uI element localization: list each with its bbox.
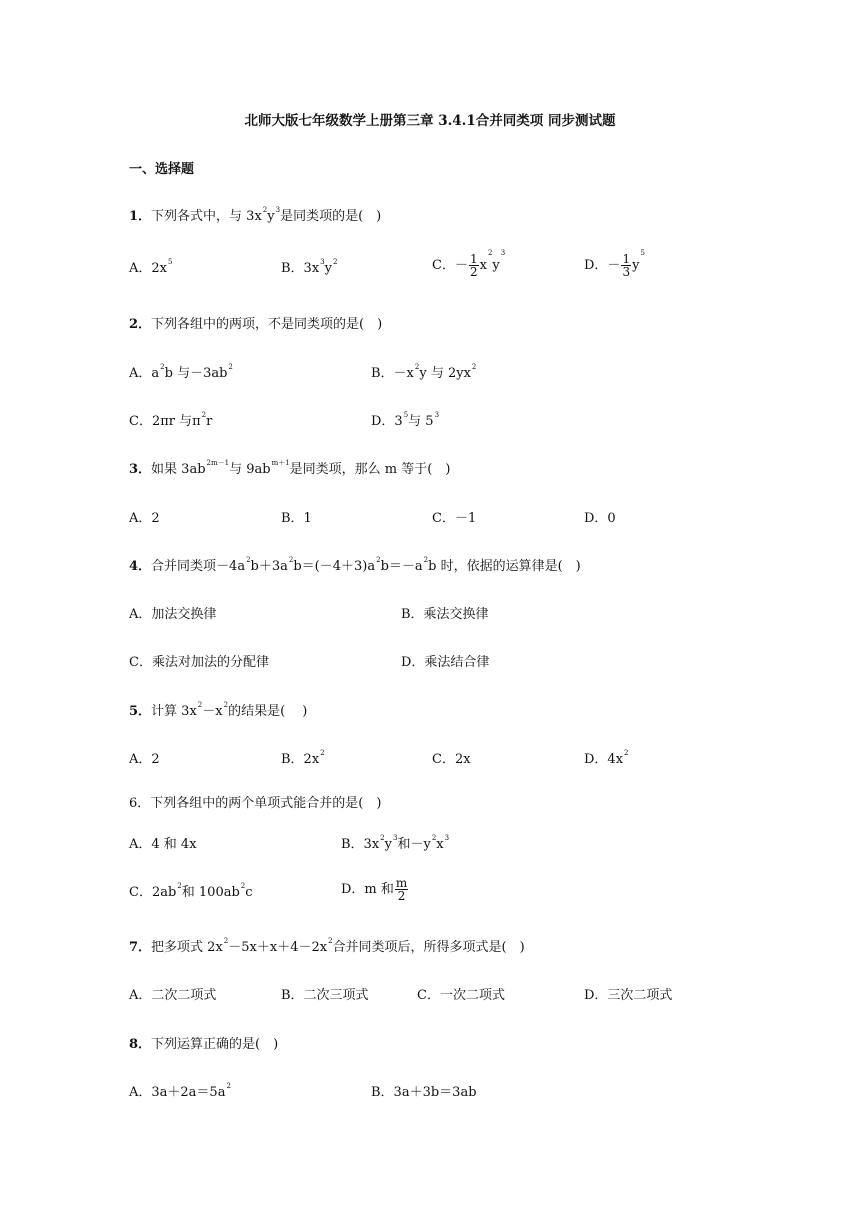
q4-option-a: A．加法交换律 [129, 607, 217, 622]
question-number: 4． [129, 559, 152, 574]
question-stem: 下列各组中的两项，不是同类项的是( ) [151, 317, 383, 332]
section-heading: 一、选择题 [129, 162, 195, 177]
question-6 [129, 797, 381, 810]
question-7 [129, 937, 525, 955]
question-4 [129, 556, 581, 574]
question-stem: 如果 $3ab^{2m-1}$与 $9ab^{m+1}$是同类项，那么 m 等于( ) [151, 459, 451, 477]
page-title: 北师大版七年级数学上册第三章 3.4.1合并同类项 同步测试题 [244, 113, 616, 129]
q4-option-c: C．乘法对加法的分配律 [129, 655, 269, 670]
question-stem: 下列运算正确的是( ) [151, 1037, 279, 1052]
question-8 [129, 1038, 278, 1051]
question-number: 8． [129, 1037, 152, 1052]
q1-option-c: C．－ $\frac{1}{2}$ $x^2y^3$ [432, 249, 506, 279]
question-stem: 下列各式中，与 $3x^2y^3$是同类项的是( ) [151, 206, 382, 224]
q5-option-b: B．$2x^2$ [281, 749, 325, 767]
q4-option-b: B．乘法交换律 [401, 607, 489, 622]
q7-option-d: D．三次二项式 [584, 988, 673, 1003]
q7-option-a: A．二次二项式 [129, 988, 217, 1003]
q5-option-d: D．$4x^2$ [584, 749, 629, 767]
question-stem: 把多项式 $2x^2-5x+x+4-2x^2$合并同类项后，所得多项式是( ) [151, 937, 525, 955]
question-2 [129, 318, 382, 331]
question-number: 2． [129, 317, 152, 332]
q8-option-a: A．$3a+2a=5a^2$ [129, 1082, 231, 1100]
q6-option-d: D．m 和 $\frac{m}{2}$ [341, 876, 408, 903]
q2-option-d: D．$3^5$与 $5^3$ [371, 411, 440, 429]
q2-option-c: C．2πr 与$\pi^2r$ [129, 411, 213, 429]
question-3 [129, 459, 451, 477]
question-number: 6． [129, 796, 151, 811]
q8-option-b: B．3a＋3b＝3ab [371, 1085, 477, 1100]
question-5 [129, 701, 308, 719]
q4-option-d: D．乘法结合律 [401, 655, 490, 670]
question-number: 5． [129, 704, 152, 719]
question-number: 3． [129, 462, 152, 477]
question-stem: 合并同类项$-4a^2b+3a^2b=(-4+3)a^2b=-a^2b$ 时，依据的运算律是( ) [151, 556, 581, 574]
q7-option-b: B．二次三项式 [281, 988, 369, 1003]
fraction: $\frac{m}{2}$ [395, 876, 408, 903]
q2-option-a: A．$a^2b$ 与$-3ab^2$ [129, 363, 233, 381]
question-number: 7． [129, 940, 152, 955]
q6-option-a: A．4 和 4x [129, 837, 197, 852]
q3-option-b: B．1 [281, 511, 312, 526]
q2-option-b: B．$-x^2y$ 与 $2yx^2$ [371, 363, 477, 381]
q1-option-b: B．$3x^3y^2$ [281, 258, 338, 276]
question-number: 1． [129, 209, 152, 224]
fraction: $\frac{1}{3}$ [622, 252, 631, 279]
question-1 [129, 206, 382, 224]
fraction: $\frac{1}{2}$ [469, 252, 478, 279]
q5-option-a: A．2 [129, 752, 160, 767]
q1-option-a: A．$2x^5$ [129, 258, 173, 276]
question-stem: 下列各组中的两个单项式能合并的是( ) [150, 796, 382, 811]
question-stem: 计算 $3x^2-x^2$的结果是( ) [151, 701, 308, 719]
q5-option-c: C．2x [432, 752, 471, 767]
q7-option-c: C．一次二项式 [417, 988, 505, 1003]
q6-option-c: C．$2ab^2$和 $100ab^2c$ [129, 882, 253, 900]
q6-option-b: B．$3x^2y^3$和$-y^2x^3$ [341, 834, 450, 852]
q3-option-c: C．－1 [432, 511, 477, 526]
q3-option-a: A．2 [129, 511, 160, 526]
q3-option-d: D．0 [584, 511, 616, 526]
q1-option-d: D．－ $\frac{1}{3}$ $y^5$ [584, 249, 645, 279]
